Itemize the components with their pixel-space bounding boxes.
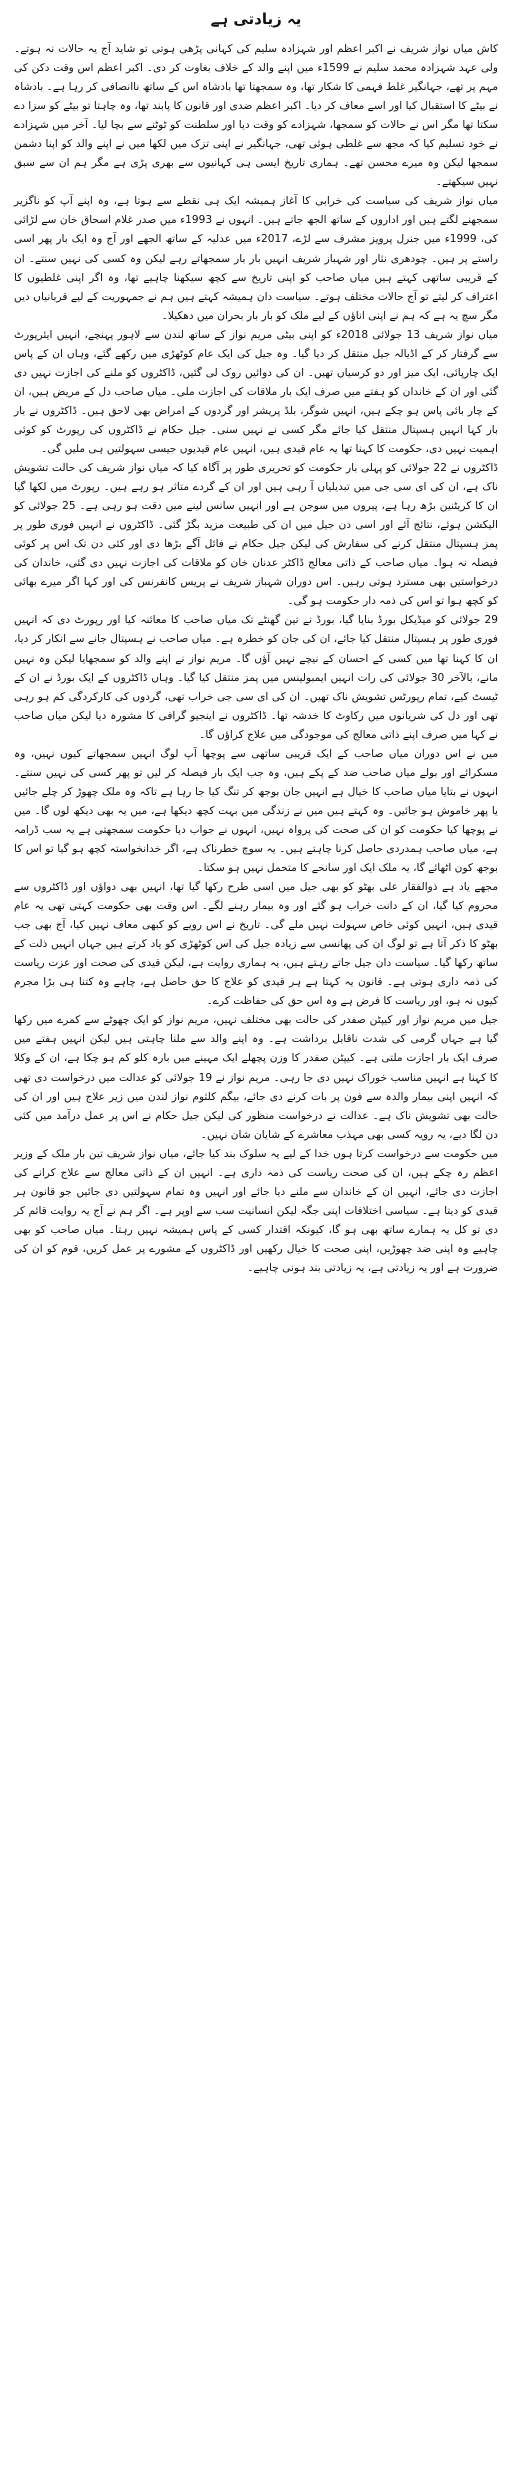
article-paragraph: جیل میں مریم نواز اور کیپٹن صفدر کی حالت بھی مختلف نہیں، مریم نواز کو ایک چھوٹے سے کمرے میں رکھا گیا ہے جہاں گرمی کی شدت ناقابل برداشت ہے۔ وہ اپنے والد سے ملنا چاہتی ہیں لیکن انہیں ہفتے میں صرف ایک بار اجازت ملتی ہے۔ کیپٹن صفدر کا وزن پچھلے ایک مہینے میں بارہ کلو کم ہو چکا ہے، ان کے وکلا کا کہنا ہے انہیں مناسب خوراک نہیں دی جا رہی۔ مریم نواز نے 19 جولائی کو عدالت میں درخواست دی تھی کہ انہیں اپنی بیمار والدہ سے فون پر بات کرنے دی جائے، بیگم کلثوم نواز لندن میں زیر علاج ہیں اور ان کی حالت بھی تشویش ناک ہے۔ عدالت نے درخواست منظور کی لیکن جیل حکام نے اس پر عمل درآمد میں کئی دن لگا دیے، یہ رویہ کسی بھی مہذب معاشرے کے شایان شان نہیں۔ bbox=[14, 1014, 499, 1141]
article-paragraph: کاش میاں نواز شریف نے اکبر اعظم اور شہزادہ سلیم کی کہانی پڑھی ہوتی تو شاید آج یہ حالات نہ ہوتے۔ ولی عہد شہزادہ محمد سلیم نے 1599ء میں اپنے والد کے خلاف بغاوت کر دی۔ اکبر اعظم اس وقت دکن کی مہم پر تھے، جہانگیر غلط فہمی کا شکار تھا، وہ سمجھتا تھا بادشاہ اس کے ساتھ ناانصافی کر رہا ہے۔ بادشاہ نے بیٹے کا استقبال کیا اور اسے معاف کر دیا۔ اکبر اعظم ضدی اور قانون کا پابند تھا، وہ چاہتا تو بیٹے کو سزا دے سکتا تھا مگر اس نے حالات کو سمجھا، شہزادے کو وقت دیا اور سلطنت کو ٹوٹنے سے بچا لیا۔ آخر میں شہزادے نے خود تسلیم کیا کہ مجھ سے غلطی ہوئی تھی، جہانگیر نے اپنی تزک میں لکھا میں نے اپنے والد کو اپنا دشمن سمجھا لیکن وہ میرے محسن تھے۔ ہماری تاریخ ایسی ہی کہانیوں سے بھری پڑی ہے مگر ہم ان سے سبق نہیں سیکھتے۔ bbox=[14, 43, 498, 189]
article-paragraph: میاں نواز شریف 13 جولائی 2018ء کو اپنی بیٹی مریم نواز کے ساتھ لندن سے لاہور پہنچے، انہیں ایئرپورٹ سے گرفتار کر کے اڈیالہ جیل منتقل کر دیا گیا۔ وہ جیل کی ایک عام کوٹھڑی میں رکھے گئے، وہاں ان کے پاس ایک چارپائی، ایک میز اور دو کرسیاں تھیں۔ ان کی دوائیں روک لی گئیں، ڈاکٹروں کو ملنے کی اجازت نہیں دی گئی اور ان کے خاندان کو ہفتے میں صرف ایک بار ملاقات کی اجازت ملی۔ میاں صاحب دل کے مریض ہیں، ان کے چار بائی پاس ہو چکے ہیں، انہیں شوگر، بلڈ پریشر اور گردوں کے امراض بھی لاحق ہیں۔ ڈاکٹروں نے بار بار کہا انہیں ہسپتال منتقل کیا جائے مگر کسی نے نہیں سنی۔ جیل حکام نے ڈاکٹروں کی رپورٹ کو کوئی اہمیت نہیں دی، حکومت کا کہنا تھا یہ عام قیدی ہیں، انہیں عام قیدیوں جیسی سہولتیں ہی ملیں گی۔ bbox=[14, 328, 499, 455]
article-paragraph: میں نے اس دوران میاں صاحب کے ایک قریبی ساتھی سے پوچھا آپ لوگ انہیں سمجھاتے کیوں نہیں، وہ مسکرائے اور بولے میاں صاحب ضد کے پکے ہیں، وہ جب ایک بار فیصلہ کر لیں تو پھر کسی کی نہیں سنتے۔ انہوں نے بتایا میاں صاحب کا خیال ہے انہیں جان بوجھ کر تنگ کیا جا رہا ہے تاکہ وہ ملک چھوڑ کر چلے جائیں یا پھر خاموش ہو جائیں۔ وہ کہتے ہیں میں نے زندگی میں بہت کچھ دیکھا ہے، میں یہ بھی دیکھ لوں گا۔ میں نے پوچھا کیا حکومت کو ان کی صحت کی پرواہ نہیں، انہوں نے جواب دیا حکومت سمجھتی ہے یہ سب ڈرامہ ہے، میاں صاحب ہمدردی حاصل کرنا چاہتے ہیں۔ یہ سوچ خطرناک ہے، اگر خدانخواستہ کچھ ہو گیا تو اس کا بوجھ کون اٹھائے گا، یہ ملک ایک اور سانحے کا متحمل نہیں ہو سکتا۔ bbox=[14, 747, 498, 875]
article-headline: یہ زیادتی ہے bbox=[210, 10, 302, 28]
article-paragraph: 29 جولائی کو میڈیکل بورڈ بنایا گیا، بورڈ نے تین گھنٹے تک میاں صاحب کا معائنہ کیا اور رپورٹ دی کہ انہیں فوری طور پر ہسپتال منتقل کیا جائے، ان کی جان کو خطرہ ہے۔ میاں صاحب نے ہسپتال جانے سے انکار کر دیا، ان کا کہنا تھا میں کسی کے احسان کے نیچے نہیں آؤں گا۔ مریم نواز نے اپنے والد کو سمجھایا لیکن وہ نہیں مانے، بالآخر 30 جولائی کی رات انہیں ایمبولینس میں پمز منتقل کیا گیا۔ وہاں ڈاکٹروں کے ایک بورڈ نے ان کے ٹیسٹ کیے، تمام رپورٹس تشویش ناک تھیں۔ ان کی ای سی جی خراب تھی، گردوں کی کارکردگی کم ہو رہی تھی اور دل کی شریانوں میں رکاوٹ کا خدشہ تھا۔ ڈاکٹروں نے اینجیو گرافی کا مشورہ دیا لیکن میاں صاحب نے کہا میں صرف اپنے ذاتی معالج کی موجودگی میں علاج کراؤں گا۔ bbox=[14, 614, 498, 741]
article-paragraph: مجھے یاد ہے ذوالفقار علی بھٹو کو بھی جیل میں اسی طرح رکھا گیا تھا، انہیں بھی دواؤں اور ڈاکٹروں سے محروم کیا گیا، ان کے دانت خراب ہو گئے اور وہ بیمار رہنے لگے۔ اس وقت بھی حکومت کہتی تھی یہ عام قیدی ہیں، انہیں کوئی خاص سہولت نہیں ملے گی۔ تاریخ نے اس رویے کو کبھی معاف نہیں کیا، آج بھی جب بھٹو کا ذکر آتا ہے تو لوگ ان کی پھانسی سے زیادہ جیل کی اس کوٹھڑی کو یاد کرتے ہیں جہاں انہیں ذلت کے ساتھ رکھا گیا۔ سیاست دان جیل جاتے رہتے ہیں، یہ ہماری روایت ہے، لیکن قیدی کی صحت اور عزت ریاست کی ذمہ داری ہوتی ہے۔ قانون یہ کہتا ہے ہر قیدی کو علاج کا حق حاصل ہے، چاہے وہ کتنا ہی بڑا مجرم کیوں نہ ہو، اور ریاست کا فرض ہے وہ اس حق کی حفاظت کرے۔ bbox=[14, 881, 498, 1008]
article-paragraph: ڈاکٹروں نے 22 جولائی کو پہلی بار حکومت کو تحریری طور پر آگاہ کیا کہ میاں نواز شریف کی حالت تشویش ناک ہے، ان کی ای سی جی میں تبدیلیاں آ رہی ہیں اور ان کے گردے متاثر ہو رہے ہیں۔ رپورٹ میں لکھا گیا ان کا کریٹنین بڑھ رہا ہے، پیروں میں سوجن ہے اور انہیں سانس لینے میں دقت ہو رہی ہے۔ 25 جولائی کو الیکشن ہوئے، نتائج آئے اور اسی دن جیل میں ان کی طبیعت مزید بگڑ گئی۔ ڈاکٹروں نے انہیں فوری طور پر پمز ہسپتال منتقل کرنے کی سفارش کی لیکن جیل حکام نے فائل آگے بڑھا دی اور کئی دن تک اس پر کوئی فیصلہ نہ ہوا۔ میاں صاحب کے ذاتی معالج ڈاکٹر عدنان خان کو ملاقات کی اجازت نہیں دی گئی، خاندان کی درخواستیں بھی مسترد ہوتی رہیں۔ اس دوران شہباز شریف نے پریس کانفرنس کی اور کہا اگر میرے بھائی کو کچھ ہوا تو اس کی ذمہ دار حکومت ہو گی۔ bbox=[14, 462, 498, 608]
article-paragraph: میاں نواز شریف کی سیاست کی خرابی کا آغاز ہمیشہ ایک ہی نقطے سے ہوتا ہے، وہ اپنے آپ کو ناگزیر سمجھنے لگتے ہیں اور اداروں کے ساتھ الجھ جاتے ہیں۔ انہوں نے 1993ء میں صدر غلام اسحاق خان سے لڑائی کی، 1999ء میں جنرل پرویز مشرف سے لڑے، 2017ء میں عدلیہ کے ساتھ الجھے اور آج وہ ایک بار پھر اسی راستے پر ہیں۔ چودھری نثار اور شہباز شریف انہیں بار بار سمجھاتے رہے لیکن وہ کسی کی نہیں سنتے۔ ان کے قریبی ساتھی کہتے ہیں میاں صاحب کو اپنی تاریخ سے کچھ سیکھنا چاہیے تھا، وہ اگر اپنی غلطیوں کا اعتراف کر لیتے تو آج حالات مختلف ہوتے۔ سیاست دان ہمیشہ کہتے ہیں ہم نے جمہوریت کے لیے قربانیاں دیں مگر سچ یہ ہے کہ ہم نے اپنی اناؤں کے لیے ملک کو بار بار بحران میں دھکیلا۔ bbox=[14, 195, 499, 322]
article-paragraph: میں حکومت سے درخواست کرتا ہوں خدا کے لیے یہ سلوک بند کیا جائے، میاں نواز شریف تین بار ملک کے وزیر اعظم رہ چکے ہیں، ان کی صحت ریاست کی ذمہ داری ہے۔ انہیں ان کے ذاتی معالج سے علاج کرانے کی اجازت دی جائے، انہیں ان کے خاندان سے ملنے دیا جائے اور انہیں وہ تمام سہولتیں دی جائیں جو قانون ہر قیدی کو دیتا ہے۔ سیاسی اختلافات اپنی جگہ لیکن انسانیت سب سے اوپر ہے۔ اگر ہم نے آج یہ روایت قائم کر دی تو کل یہ ہمارے ساتھ بھی ہو گا، کیونکہ اقتدار کسی کے پاس ہمیشہ نہیں رہتا۔ میاں صاحب کو بھی چاہیے وہ اپنی ضد چھوڑیں، اپنی صحت کا خیال رکھیں اور ڈاکٹروں کے مشورے پر عمل کریں، قوم کو ان کی ضرورت ہے اور یہ زیادتی ہے، یہ زیادتی بند ہونی چاہیے۔ bbox=[14, 1147, 498, 1274]
